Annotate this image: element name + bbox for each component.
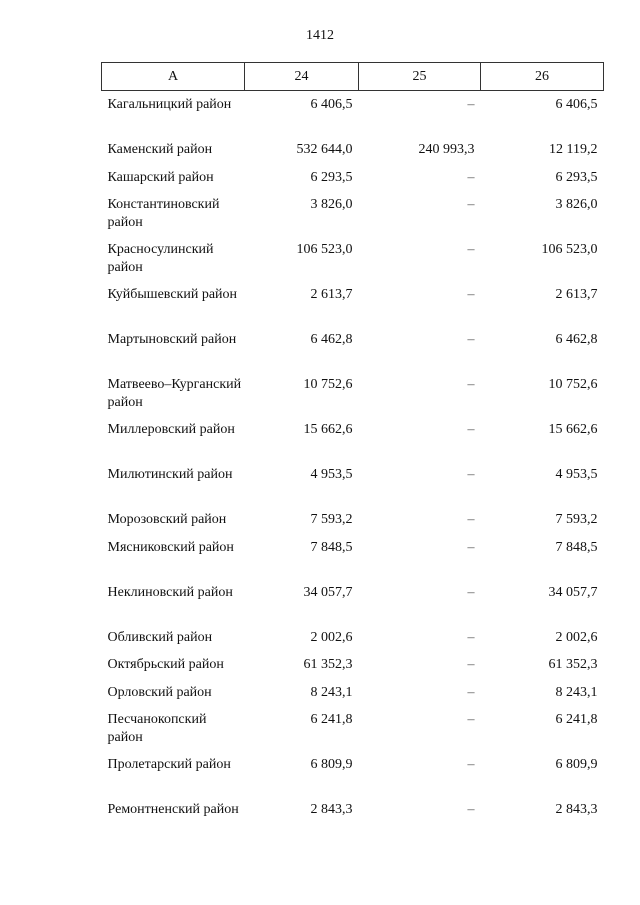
- district-name: Красносулинский район: [107, 242, 214, 275]
- value-24: 6 241,8: [310, 712, 353, 727]
- value-25: –: [467, 287, 475, 302]
- value-24: 2 613,7: [310, 287, 353, 302]
- value-25: –: [467, 512, 475, 527]
- value-26: 4 953,5: [555, 467, 598, 482]
- value-24: 3 826,0: [310, 197, 353, 212]
- district-name: Орловский район: [107, 684, 212, 700]
- value-25: –: [467, 169, 475, 185]
- district-name: Ремонтненский район: [107, 802, 239, 817]
- header-cell-24: 24: [245, 63, 359, 91]
- table-row: [102, 684, 604, 712]
- district-name: Каменский район: [107, 142, 213, 157]
- value-24: 8 243,1: [310, 684, 353, 700]
- value-24: 34 057,7: [303, 584, 353, 600]
- district-name: Обливский район: [107, 629, 213, 645]
- value-26: 6 293,5: [555, 169, 598, 185]
- value-26: 8 243,1: [555, 684, 598, 700]
- budget-table: [101, 62, 604, 846]
- value-26: 2 843,3: [555, 802, 598, 817]
- value-24: 7 848,5: [310, 539, 353, 555]
- value-25: –: [467, 712, 475, 727]
- district-name: Милютинский район: [107, 467, 233, 482]
- table-row: [102, 376, 604, 421]
- value-26: 6 241,8: [555, 712, 598, 727]
- value-26: 106 523,0: [541, 242, 598, 257]
- table-row: [102, 656, 604, 684]
- value-24: 10 752,6: [303, 377, 353, 392]
- table-row: [102, 331, 604, 376]
- table-header: [102, 63, 604, 91]
- district-name: Песчанокопский район: [107, 712, 207, 745]
- value-24: 6 293,5: [310, 169, 353, 185]
- value-25: –: [467, 757, 475, 772]
- district-name: Матвеево–Курганский район: [107, 377, 242, 410]
- page-number: 1412: [306, 28, 334, 43]
- value-25: –: [467, 242, 475, 257]
- district-name: Кашарский район: [107, 169, 214, 185]
- value-26: 3 826,0: [555, 197, 598, 212]
- value-24: 2 843,3: [310, 802, 353, 817]
- table-row: [102, 91, 604, 142]
- value-25: –: [467, 657, 475, 672]
- value-25: 240 993,3: [418, 142, 475, 157]
- district-name: Куйбышевский район: [107, 287, 238, 302]
- table-row: [102, 756, 604, 801]
- value-24: 106 523,0: [296, 242, 353, 257]
- district-name: Октябрьский район: [107, 657, 224, 672]
- header-cell-25: 25: [359, 63, 481, 91]
- value-24: 6 462,8: [310, 332, 353, 347]
- table-row: [102, 711, 604, 756]
- value-25: –: [467, 197, 475, 212]
- table-row: [102, 629, 604, 657]
- value-26: 61 352,3: [548, 657, 598, 672]
- table-row: [102, 584, 604, 629]
- table-row: [102, 539, 604, 584]
- value-26: 15 662,6: [548, 422, 598, 437]
- header-cell-26: 26: [481, 63, 604, 91]
- table-row: [102, 196, 604, 241]
- value-25: –: [467, 97, 475, 112]
- value-25: –: [467, 539, 475, 555]
- table-row: [102, 169, 604, 197]
- value-26: 6 406,5: [555, 97, 598, 112]
- value-26: 6 462,8: [555, 332, 598, 347]
- value-25: –: [467, 584, 475, 600]
- value-26: 7 593,2: [555, 512, 598, 527]
- value-24: 6 809,9: [310, 757, 353, 772]
- value-26: 2 613,7: [555, 287, 598, 302]
- value-25: –: [467, 684, 475, 700]
- table-row: [102, 241, 604, 286]
- value-24: 6 406,5: [310, 97, 353, 112]
- value-26: 7 848,5: [555, 539, 598, 555]
- value-25: –: [467, 629, 475, 645]
- table-body: [102, 91, 604, 847]
- header-cell-a: А: [102, 63, 245, 91]
- district-name: Пролетарский район: [107, 757, 231, 772]
- value-25: –: [467, 332, 475, 347]
- value-26: 10 752,6: [548, 377, 598, 392]
- district-name: Миллеровский район: [107, 422, 235, 437]
- table-row: [102, 141, 604, 169]
- district-name: Морозовский район: [107, 512, 227, 527]
- district-name: Константиновский район: [107, 197, 220, 230]
- value-24: 532 644,0: [296, 142, 353, 157]
- value-26: 2 002,6: [555, 629, 598, 645]
- value-26: 6 809,9: [555, 757, 598, 772]
- value-25: –: [467, 377, 475, 392]
- table-row: [102, 286, 604, 331]
- table-row: [102, 801, 604, 846]
- value-25: –: [467, 422, 475, 437]
- value-26: 12 119,2: [549, 142, 598, 157]
- value-25: –: [467, 802, 475, 817]
- value-24: 2 002,6: [310, 629, 353, 645]
- value-26: 34 057,7: [548, 584, 598, 600]
- table-row: [102, 511, 604, 539]
- table-row: [102, 421, 604, 466]
- value-24: 4 953,5: [310, 467, 353, 482]
- header-row: [102, 63, 604, 91]
- district-name: Неклиновский район: [107, 584, 233, 600]
- district-name: Мясниковский район: [107, 539, 234, 555]
- value-24: 61 352,3: [303, 657, 353, 672]
- value-24: 7 593,2: [310, 512, 353, 527]
- table-row: [102, 466, 604, 511]
- value-25: –: [467, 467, 475, 482]
- value-24: 15 662,6: [303, 422, 353, 437]
- district-name: Кагальницкий район: [107, 97, 232, 112]
- district-name: Мартыновский район: [107, 332, 237, 347]
